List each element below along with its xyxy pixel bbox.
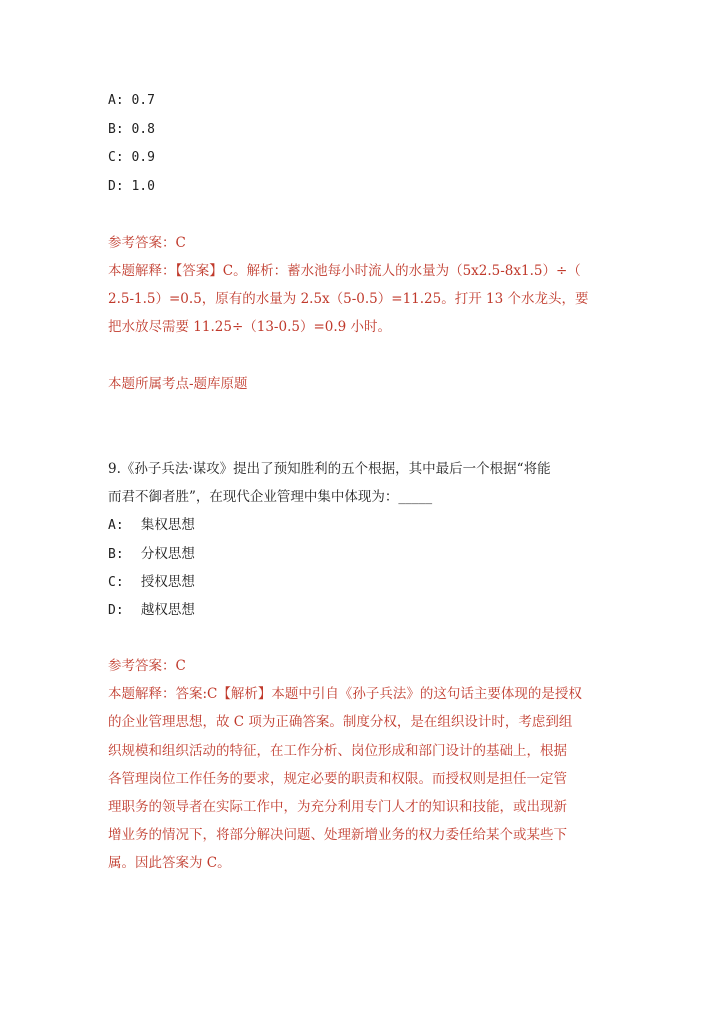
q9-answer: 参考答案：C (108, 658, 186, 674)
q9-option-d-text: 越权思想 (140, 602, 195, 618)
q9-explanation-line-4: 各管理岗位工作任务的要求，规定必要的职责和权限。而授权则是担任一定管 (108, 771, 567, 787)
q9-explanation-line-6: 增业务的情况下，将部分解决问题、处理新增业务的权力委任给某个或某些下 (108, 827, 567, 843)
q8-option-b-text: 0.8 (131, 122, 155, 137)
q8-option-d-letter: D: (108, 179, 124, 194)
q8-option-b-letter: B: (108, 122, 124, 137)
q9-option-a (108, 515, 195, 536)
q9-question-line-2: 而君不御者胜”，在现代企业管理中集中体现为：_____ (108, 489, 433, 505)
q9-option-a-letter: A: (108, 518, 124, 533)
q9-option-c-text: 授权思想 (140, 574, 195, 590)
q9-option-b (108, 544, 195, 565)
q9-explanation-line-2: 的企业管理思想，故 C 项为正确答案。制度分权，是在组织设计时，考虑到组 (108, 714, 573, 730)
q9-option-d (108, 600, 195, 621)
q9-explanation-line-1: 本题解释：答案:C【解析】本题中引自《孙子兵法》的这句话主要体现的是授权 (108, 686, 582, 702)
q9-option-a-text: 集权思想 (140, 517, 195, 533)
q9-option-b-text: 分权思想 (140, 546, 195, 562)
q8-option-d (108, 177, 155, 197)
q8-explanation-line-1: 本题解释：【答案】C。解析：蓄水池每小时流人的水量为（5x2.5-8x1.5）÷（ (108, 263, 581, 279)
q9-explanation-line-5: 理职务的领导者在实际工作中，为充分利用专门人才的知识和技能，或出现新 (108, 799, 567, 815)
q8-option-d-text: 1.0 (131, 179, 155, 194)
q8-option-c (108, 148, 155, 168)
q9-question-line-1: 9.《孙子兵法·谋攻》提出了预知胜利的五个根据，其中最后一个根据“将能 (108, 461, 551, 477)
q8-option-b (108, 120, 155, 140)
q8-option-c-text: 0.9 (131, 150, 155, 165)
q8-option-c-letter: C: (108, 150, 124, 165)
q8-option-a-text: 0.7 (131, 93, 155, 108)
q8-option-a (108, 91, 155, 111)
q8-explanation-line-3: 把水放尽需要 11.25÷（13-0.5）=0.9 小时。 (108, 319, 392, 335)
q8-explanation-line-2: 2.5-1.5）=0.5，原有的水量为 2.5x（5-0.5）=11.25。打开 13 个水龙头，要 (108, 291, 589, 307)
q9-option-b-letter: B: (108, 547, 124, 562)
q9-option-c (108, 572, 195, 593)
q9-option-c-letter: C: (108, 575, 124, 590)
q9-explanation-line-3: 织规模和组织活动的特征，在工作分析、岗位形成和部门设计的基础上，根据 (108, 743, 567, 759)
q8-option-a-letter: A: (108, 93, 124, 108)
q9-explanation-line-7: 属。因此答案为 C。 (108, 855, 231, 871)
q8-answer: 参考答案：C (108, 235, 186, 251)
q8-category: 本题所属考点-题库原题 (108, 376, 248, 392)
q9-option-d-letter: D: (108, 603, 124, 618)
